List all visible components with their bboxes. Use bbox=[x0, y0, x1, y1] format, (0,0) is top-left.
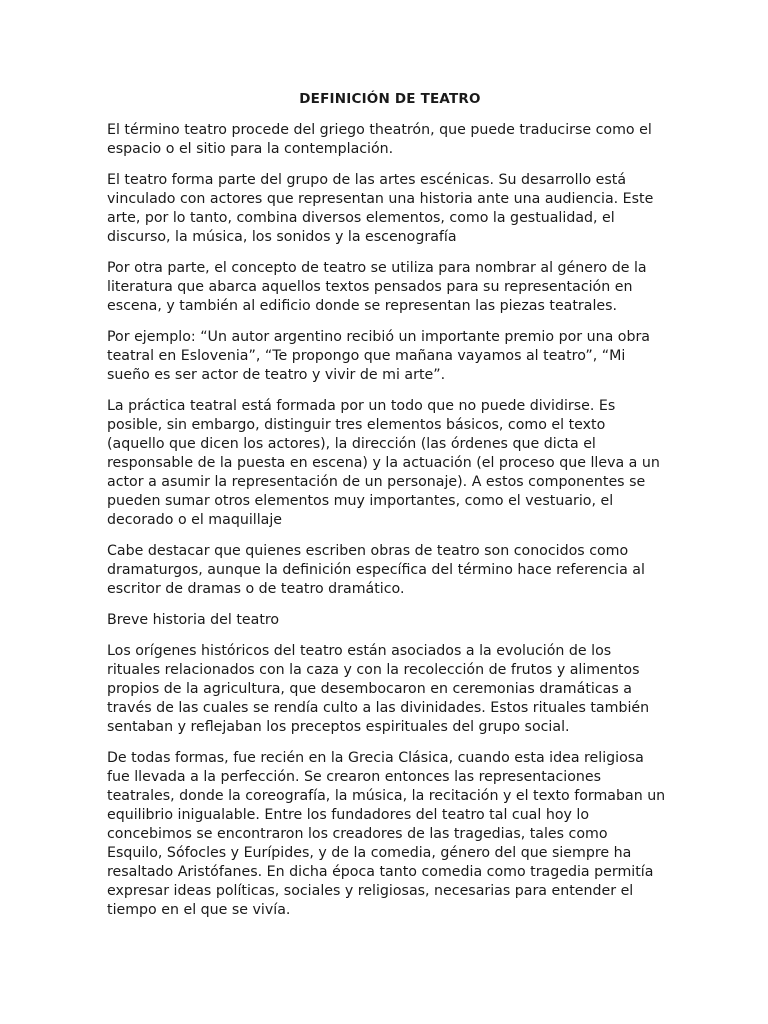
paragraph-performing-arts: El teatro forma parte del grupo de las artes escénicas. Su desarrollo está vinculado con actores que representan una historia ante una audiencia. Este arte, por lo tanto, combina diversos elementos, como la gestualidad, el discurso, la música, los sonidos y la escenografía bbox=[107, 172, 654, 245]
paragraph-elements: La práctica teatral está formada por un todo que no puede dividirse. Es posible, sin embargo, distinguir tres elementos básicos, como el texto (aquello que dicen los actores), la dirección (las órdenes que dicta el responsable de la puesta en escena) y la actuación (el proceso que lleva a un actor a asumir la representación de un personaje). A estos componentes se pueden sumar otros elementos muy importantes, como el vestuario, el decorado o el maquillaje bbox=[107, 398, 660, 528]
paragraph-etymology: El término teatro procede del griego theatrón, que puede traducirse como el espacio o el sitio para la contemplación. bbox=[107, 122, 652, 157]
paragraph-origins: Los orígenes históricos del teatro están asociados a la evolución de los rituales relacionados con la caza y con la recolección de frutos y alimentos propios de la agricultura, que desembocaron en ceremonias dramáticas a través de las cuales se rendía culto a las divinidades. Estos rituales también sentaban y reflejaban los preceptos espirituales del grupo social. bbox=[107, 643, 650, 735]
paragraph-playwrights: Cabe destacar que quienes escriben obras de teatro son conocidos como dramaturgos, aunque la definición específica del término hace referencia al escritor de dramas o de teatro dramático. bbox=[107, 543, 645, 597]
section-heading-history: Breve historia del teatro bbox=[107, 612, 280, 628]
paragraph-examples: Por ejemplo: “Un autor argentino recibió un importante premio por una obra teatral en Eslovenia”, “Te propongo que mañana vayamos al teatro”, “Mi sueño es ser actor de teatro y vivir de mi arte”. bbox=[107, 329, 650, 383]
document-body bbox=[107, 90, 667, 932]
paragraph-classical-greece: De todas formas, fue recién en la Grecia Clásica, cuando esta idea religiosa fue llevada a la perfección. Se crearon entonces las representaciones teatrales, donde la coreografía, la música, la recitación y el texto formaban un equilibrio inigualable. Entre los fundadores del teatro tal cual hoy lo concebimos se encontraron los creadores de las tragedias, tales como Esquilo, Sófocles y Eurípides, y de la comedia, género del que siempre ha resaltado Aristófanes. En dicha época tanto comedia como tragedia permitía expresar ideas políticas, sociales y religiosas, necesarias para entender el tiempo en el que se vivía. bbox=[107, 750, 666, 918]
paragraph-literary-genre: Por otra parte, el concepto de teatro se utiliza para nombrar al género de la literatura que abarca aquellos textos pensados para su representación en escena, y también al edificio donde se representan las piezas teatrales. bbox=[107, 260, 647, 314]
document-title: DEFINICIÓN DE TEATRO bbox=[299, 91, 481, 107]
